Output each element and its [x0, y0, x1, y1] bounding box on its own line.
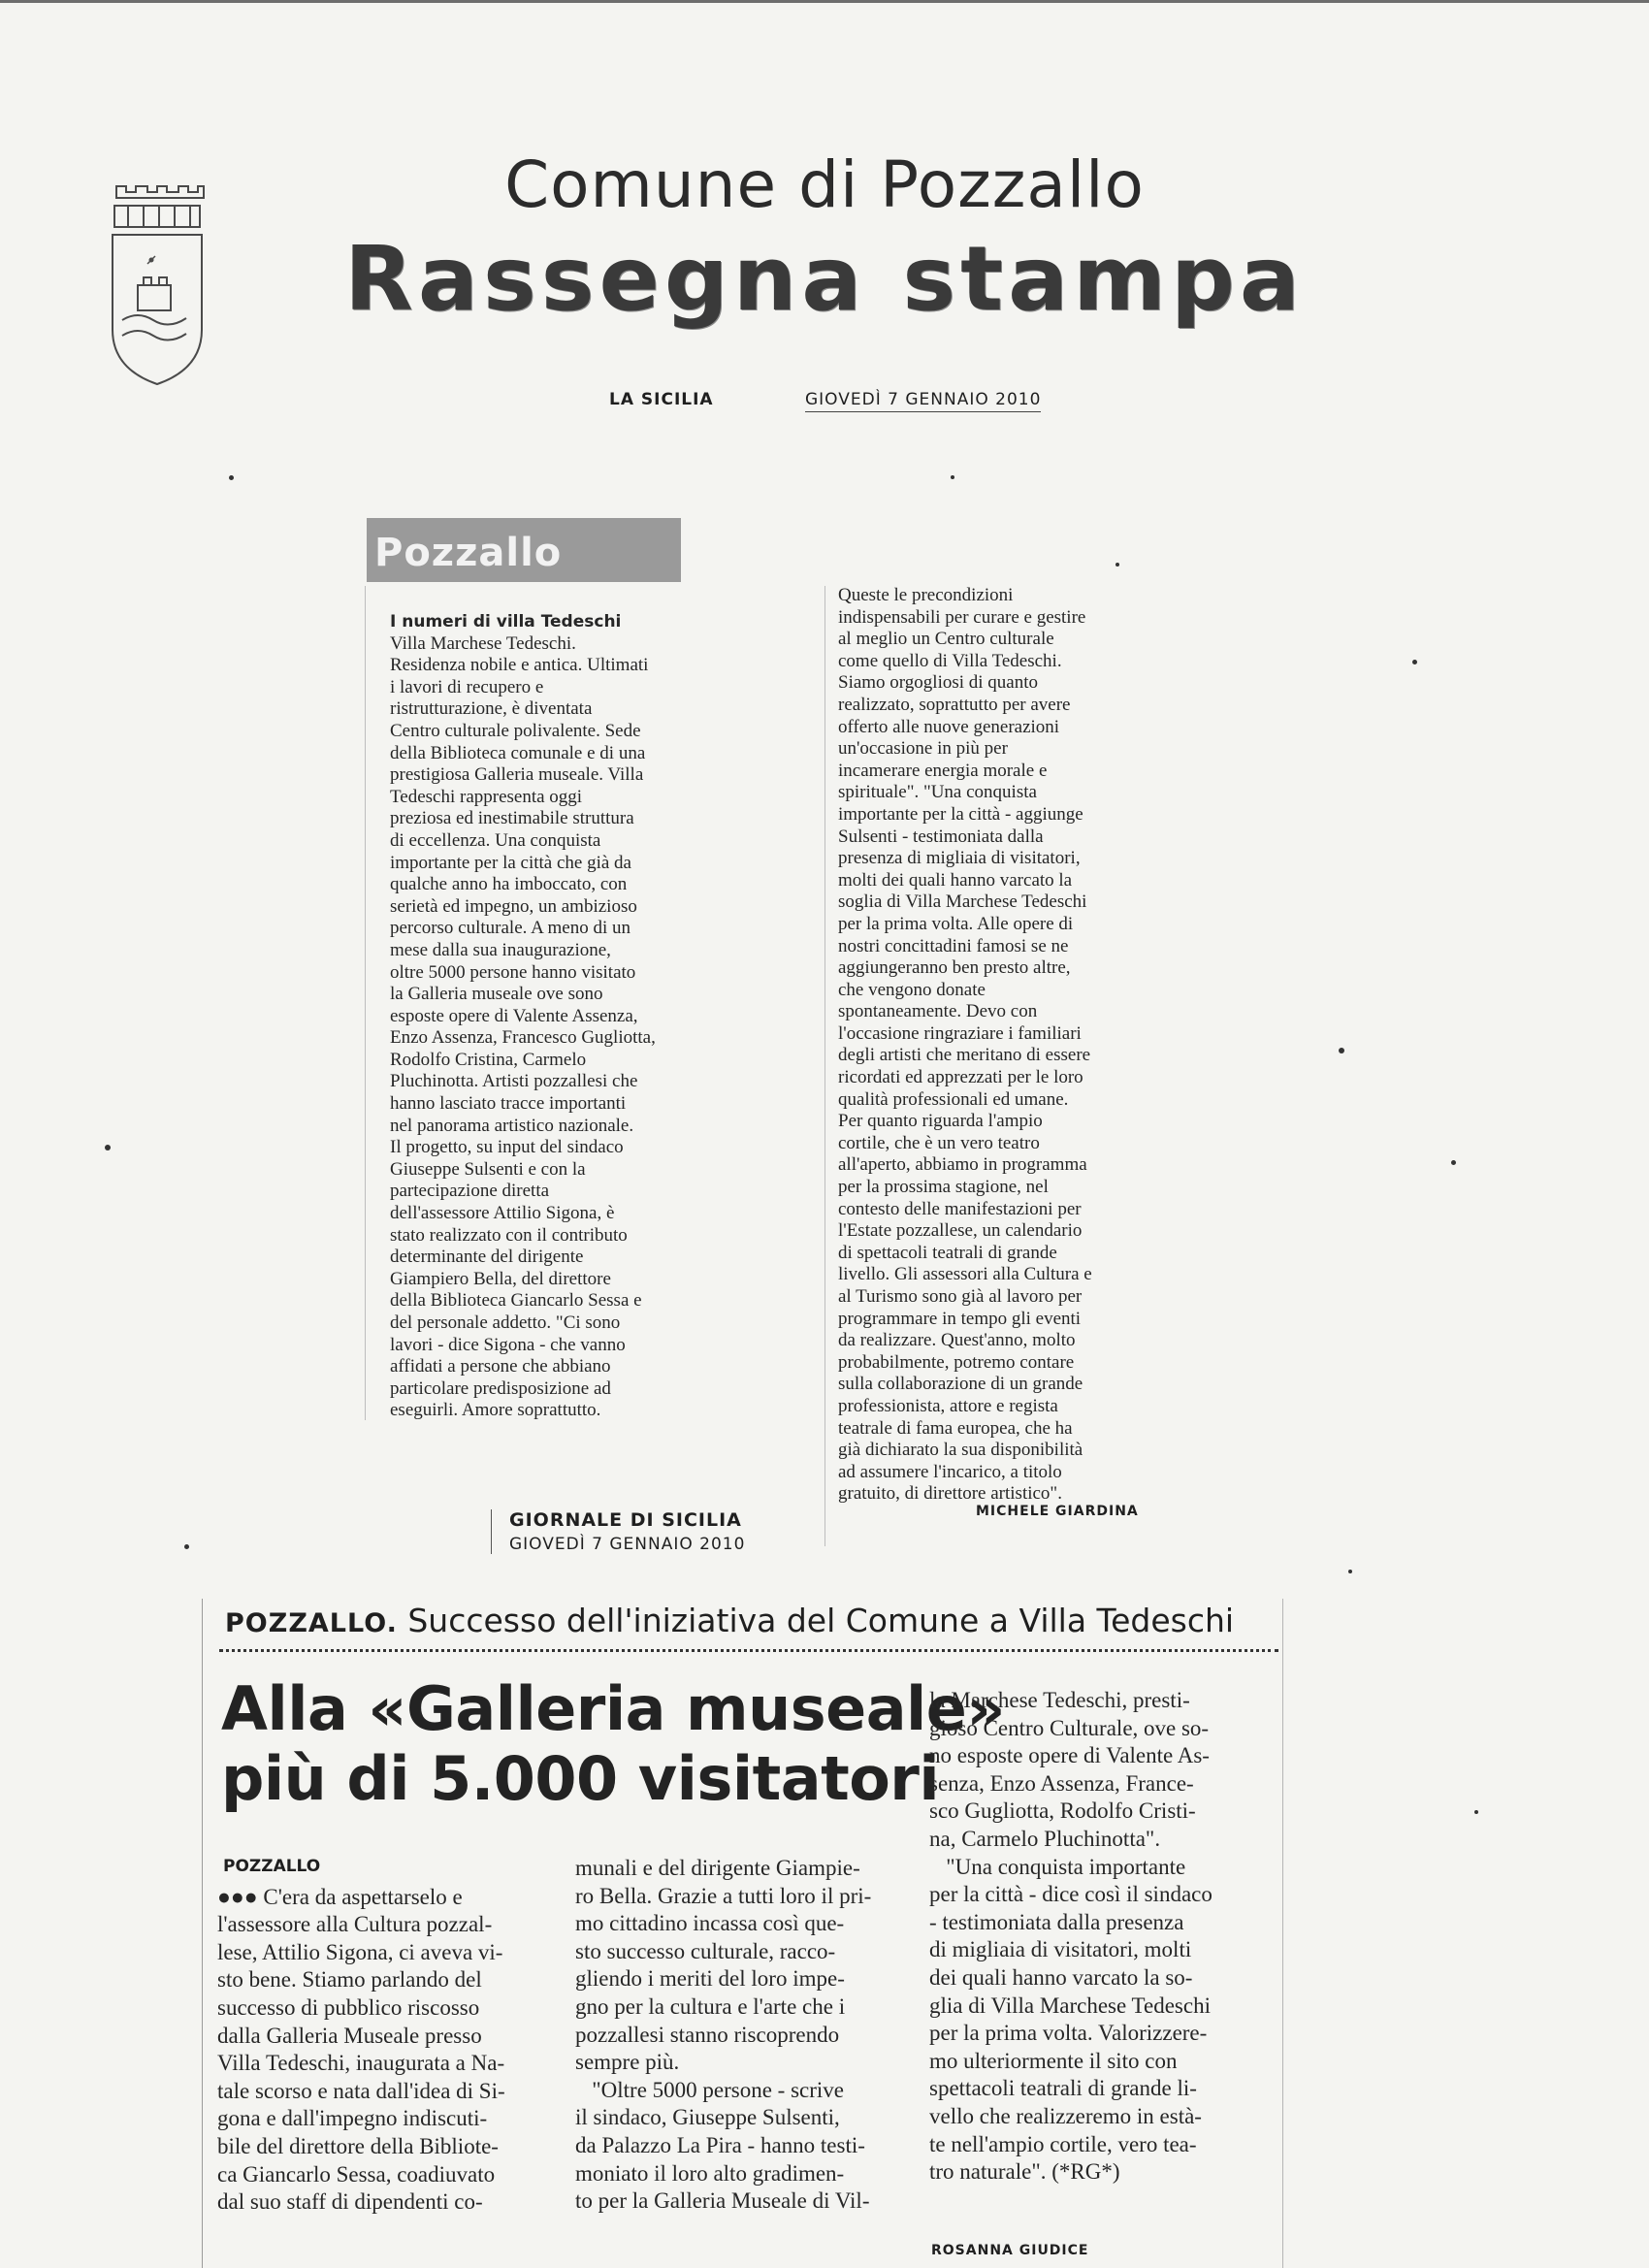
clipping1-source: LA SICILIA: [609, 390, 714, 409]
clipping2-column-2: munali e del dirigente Giampie- ro Bella. Grazie a tutti loro il pri- mo cittadino incassa così que- sto successo culturale, racco- gliendo i meriti del loro impe- gno per la cultura e l'arte che i pozzallesi stanno riscoprendo sempre più. "Oltre 5000 persone - scrive il sindaco, Giuseppe Sulsenti, da Palazzo La Pira - hanno testi- moniato il loro alto gradimen- to per la Galleria Museale di Vil-: [575, 1856, 872, 2214]
clipping-border: [1282, 1599, 1283, 2268]
clipping2-byline: POZZALLO: [223, 1857, 321, 1876]
scan-speck: [105, 1145, 111, 1150]
clipping2-kicker: [225, 1602, 1235, 1639]
scan-speck: [951, 475, 954, 479]
clipping1-column-2: Queste le precondizioni indispensabili per curare e gestire al meglio un Centro culturale come quello di Villa Tedeschi. Siamo orgogliosi di quanto realizzato, soprattutto per avere offerto alle nuove generazioni un'occasione in più per incamerare energia morale e spirituale". "Una conquista importante per la città - aggiunge Sulsenti - testimoniata dalla presenza di migliaia di visitatori, molti dei quali hanno varcato la soglia di Villa Marchese Tedeschi per la prima volta. Alle opere di nostri concittadini famosi se ne aggiungeranno ben presto altre, che vengono donate spontaneamente. Devo con l'occasione ringraziare i familiari degli artisti che meritano di essere ricordati ed apprezzati per le loro qualità professionali ed umane. Per quanto riguarda l'ampio cortile, che è un vero teatro all'aperto, abbiamo in programma per la prossima stagione, nel contesto delle manifestazioni per l'Estate pozzallese, un calendario di spettacoli teatrali di grande livello. Gli assessori alla Cultura e al Turismo sono già al lavoro per programmare in tempo gli eventi da realizzare. Quest'anno, molto probabilmente, potremo contare sulla collaborazione di un grande professionista, attore e regista teatrale di fama europea, che ha già dichiarato la sua disponibilità ad assumere l'incarico, a titolo gratuito, di direttore artistico".: [838, 585, 1092, 1505]
column-rule: [365, 586, 366, 1420]
scan-top-edge: [0, 0, 1649, 3]
masthead-title: Rassegna stampa: [344, 227, 1305, 331]
clipping2-kicker-text: Successo dell'iniziativa del Comune a Villa Tedeschi: [407, 1602, 1235, 1639]
dotted-rule: [219, 1649, 1278, 1652]
scan-speck: [184, 1544, 189, 1549]
column-rule: [824, 586, 825, 1546]
clipping1-date: GIOVEDÌ 7 GENNAIO 2010: [805, 390, 1041, 412]
clipping2-masthead: [491, 1509, 745, 1554]
scan-speck: [1474, 1810, 1478, 1814]
clipping2-column-3: la Marchese Tedeschi, presti- gioso Centro Culturale, ove so- no esposte opere di Valente As- senza, Enzo Assenza, France- sco Gugliotta, Rodolfo Cristi- na, Carmelo Pluchinotta". "Una conquista importante per la città - dice così il sindaco - testimoniata dalla presenza di migliaia di visitatori, molti dei quali hanno varcato la so- glia di Villa Marchese Tedeschi per la prima volta. Valorizzere- mo ulteriormente il sito con spettacoli teatrali di grande li- vello che realizzeremo in està- te nell'ampio cortile, vero tea- tro naturale". (*RG*): [929, 1688, 1212, 2185]
clipping2-kicker-place: POZZALLO.: [225, 1608, 398, 1638]
clipping2-column-1: ●●● C'era da aspettarselo e l'assessore alla Cultura pozzal- lese, Attilio Sigona, ci aveva vi- sto bene. Stiamo parlando del successo di pubblico riscosso dalla Galleria Museale presso Villa Tedeschi, inaugurata a Na- tale scorso e nata dall'idea di Si- gona e dall'impegno indiscuti- bile del direttore della Bibliote- ca Giancarlo Sessa, coadiuvato dal suo staff di dipendenti co-: [217, 1884, 505, 2215]
clipping2-headline: Alla «Galleria museale» più di 5.000 visitatori: [221, 1673, 1005, 1814]
clipping1-column-1: [390, 611, 656, 1422]
clipping-border: [202, 1599, 203, 2268]
clipping1-signature: MICHELE GIARDINA: [976, 1504, 1139, 1519]
scan-speck: [1348, 1570, 1352, 1573]
scan-speck: [1451, 1160, 1456, 1165]
clipping1-heading: I numeri di villa Tedeschi: [390, 612, 622, 632]
clipping1-kicker: Pozzallo: [374, 531, 563, 575]
clipping1-column-1-text: Villa Marchese Tedeschi. Residenza nobile e antica. Ultimati i lavori di recupero e ristrutturazione, è diventata Centro culturale polivalente. Sede della Biblioteca comunale e di una prestigiosa Galleria museale. Villa Tedeschi rappresenta oggi preziosa ed inestimabile struttura di eccellenza. Una conquista importante per la città che già da qualche anno ha imboccato, con serietà ed impegno, un ambizioso percorso culturale. A meno di un mese dalla sua inaugurazione, oltre 5000 persone hanno visitato la Galleria museale ove sono esposte opere di Valente Assenza, Enzo Assenza, Francesco Gugliotta, Rodolfo Cristina, Carmelo Pluchinotta. Artisti pozzallesi che hanno lasciato tracce importanti nel panorama artistico nazionale. Il progetto, su input del sindaco Giuseppe Sulsenti e con la partecipazione diretta dell'assessore Attilio Sigona, è stato realizzato con il contributo determinante del dirigente Giampiero Bella, del direttore della Biblioteca Giancarlo Sessa e del personale addetto. "Ci sono lavori - dice Sigona - che vanno affidati a persone che abbiano particolare predisposizione ad eseguirli. Amore soprattutto.: [390, 632, 656, 1421]
scan-speck: [1116, 563, 1119, 567]
clipping2-signature: ROSANNA GIUDICE: [931, 2243, 1089, 2258]
masthead-town: Comune di Pozzallo: [504, 147, 1145, 222]
clipping2-date: GIOVEDÌ 7 GENNAIO 2010: [509, 1535, 746, 1554]
scan-speck: [1412, 660, 1417, 664]
scan-speck: [1339, 1048, 1344, 1053]
clipping2-source: GIORNALE DI SICILIA: [509, 1509, 742, 1531]
scan-speck: [229, 475, 234, 480]
